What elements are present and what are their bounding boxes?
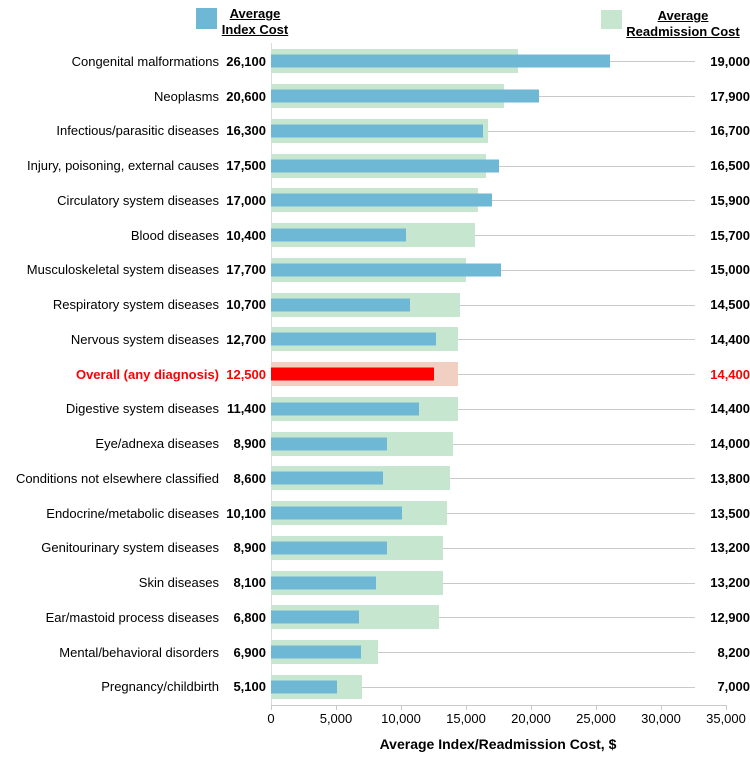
chart-row (0, 635, 750, 670)
x-tick-mark (596, 705, 597, 710)
readmission-value-label: 13,800 (710, 470, 750, 486)
category-label: Overall (any diagnosis) (75, 366, 219, 382)
category-label: Infectious/parasitic diseases (56, 123, 219, 139)
category-label: Genitourinary system diseases (41, 540, 219, 556)
chart-row (0, 531, 750, 566)
x-axis-line (271, 705, 727, 706)
row-plot-area (271, 357, 700, 392)
readmission-value-label: 8,200 (717, 644, 750, 660)
chart-row (0, 426, 750, 461)
leader-line (501, 270, 695, 271)
index-value-label: 12,500 (226, 366, 266, 382)
category-label: Congenital malformations (71, 53, 219, 69)
row-plot-area (271, 148, 700, 183)
index-bar (271, 576, 376, 589)
index-value-label: 16,300 (226, 123, 266, 139)
row-plot-area (271, 531, 700, 566)
category-label: Digestive system diseases (65, 401, 219, 417)
row-plot-area (271, 635, 700, 670)
x-tick-mark (401, 705, 402, 710)
x-tick-label: 35,000 (706, 711, 746, 726)
chart-row (0, 565, 750, 600)
leader-line (488, 131, 695, 132)
index-value-label: 8,900 (233, 540, 266, 556)
chart-row (0, 287, 750, 322)
category-label: Conditions not elsewhere classified (15, 470, 219, 486)
index-value-label: 8,100 (233, 575, 266, 591)
x-tick-mark (661, 705, 662, 710)
index-value-label: 26,100 (226, 53, 266, 69)
chart-row (0, 600, 750, 635)
row-plot-area (271, 461, 700, 496)
index-value-label: 6,900 (233, 644, 266, 660)
index-bar (271, 507, 402, 520)
leader-line (362, 687, 695, 688)
index-bar (271, 402, 419, 415)
index-value-label: 8,600 (233, 470, 266, 486)
chart-row (0, 670, 750, 705)
chart-row (0, 148, 750, 183)
row-plot-area (271, 322, 700, 357)
index-bar (271, 90, 539, 103)
leader-line (378, 652, 695, 653)
index-bar (271, 298, 410, 311)
index-bar (271, 368, 434, 381)
category-label: Circulatory system diseases (57, 192, 219, 208)
readmission-value-label: 15,700 (710, 227, 750, 243)
row-plot-area (271, 670, 700, 705)
readmission-value-label: 16,700 (710, 123, 750, 139)
chart-row (0, 253, 750, 288)
leader-line (458, 374, 695, 375)
category-label: Skin diseases (138, 575, 219, 591)
index-bar (271, 124, 483, 137)
readmission-value-label: 14,400 (710, 401, 750, 417)
index-bar (271, 611, 359, 624)
index-bar (271, 194, 492, 207)
row-plot-area (271, 392, 700, 427)
x-tick-label: 25,000 (576, 711, 616, 726)
chart-row (0, 322, 750, 357)
readmission-value-label: 14,400 (710, 366, 750, 382)
row-plot-area (271, 496, 700, 531)
category-label: Blood diseases (130, 227, 219, 243)
readmission-cost-legend-swatch (601, 10, 622, 29)
leader-line (475, 235, 695, 236)
leader-line (458, 409, 695, 410)
readmission-value-label: 14,500 (710, 297, 750, 313)
category-label: Injury, poisoning, external causes (27, 158, 219, 174)
readmission-value-label: 16,500 (710, 158, 750, 174)
x-tick-label: 10,000 (381, 711, 421, 726)
x-tick-mark (466, 705, 467, 710)
x-tick-label: 15,000 (446, 711, 486, 726)
x-tick-mark (531, 705, 532, 710)
category-label: Eye/adnexa diseases (95, 436, 219, 452)
x-axis-title: Average Index/Readmission Cost, $ (379, 736, 617, 752)
readmission-cost-legend-label: Average Readmission Cost (626, 8, 740, 39)
index-cost-legend-label: Average Index Cost (221, 6, 289, 37)
category-label: Respiratory system diseases (52, 297, 219, 313)
x-tick-mark (336, 705, 337, 710)
chart-row (0, 496, 750, 531)
index-bar (271, 55, 610, 68)
row-plot-area (271, 565, 700, 600)
leader-line (443, 548, 695, 549)
index-value-label: 5,100 (233, 679, 266, 695)
index-value-label: 17,000 (226, 192, 266, 208)
readmission-value-label: 14,400 (710, 331, 750, 347)
chart-row (0, 392, 750, 427)
leader-line (447, 513, 696, 514)
readmission-value-label: 15,000 (710, 262, 750, 278)
leader-line (453, 444, 695, 445)
leader-line (458, 339, 695, 340)
x-tick-label: 30,000 (641, 711, 681, 726)
x-tick-label: 20,000 (511, 711, 551, 726)
index-bar (271, 437, 387, 450)
row-plot-area (271, 44, 700, 79)
readmission-value-label: 14,000 (710, 436, 750, 452)
chart-row (0, 114, 750, 149)
readmission-value-label: 13,500 (710, 505, 750, 521)
index-bar (271, 159, 499, 172)
index-value-label: 20,600 (226, 88, 266, 104)
leader-line (439, 617, 695, 618)
index-value-label: 10,700 (226, 297, 266, 313)
row-plot-area (271, 114, 700, 149)
readmission-value-label: 12,900 (710, 609, 750, 625)
index-bar (271, 541, 387, 554)
row-plot-area (271, 183, 700, 218)
chart-row (0, 461, 750, 496)
chart-row (0, 79, 750, 114)
readmission-value-label: 13,200 (710, 540, 750, 556)
leader-line (492, 200, 695, 201)
chart-row (0, 183, 750, 218)
index-bar (271, 229, 406, 242)
row-plot-area (271, 218, 700, 253)
x-tick-mark (726, 705, 727, 710)
row-plot-area (271, 253, 700, 288)
leader-line (610, 61, 695, 62)
category-label: Endocrine/metabolic diseases (46, 505, 219, 521)
row-plot-area (271, 426, 700, 461)
index-bar (271, 263, 501, 276)
chart-row (0, 44, 750, 79)
category-label: Musculoskeletal system diseases (26, 262, 219, 278)
readmission-value-label: 19,000 (710, 53, 750, 69)
readmission-value-label: 17,900 (710, 88, 750, 104)
index-value-label: 6,800 (233, 609, 266, 625)
chart-row (0, 357, 750, 392)
readmission-value-label: 7,000 (717, 679, 750, 695)
x-tick-label: 5,000 (319, 711, 353, 726)
leader-line (499, 166, 696, 167)
index-value-label: 8,900 (233, 436, 266, 452)
category-label: Nervous system diseases (70, 331, 219, 347)
readmission-value-label: 15,900 (710, 192, 750, 208)
leader-line (450, 478, 695, 479)
row-plot-area (271, 287, 700, 322)
index-bar (271, 646, 361, 659)
x-tick-mark (271, 705, 272, 710)
category-label: Neoplasms (153, 88, 219, 104)
category-label: Pregnancy/childbirth (101, 679, 219, 695)
row-plot-area (271, 79, 700, 114)
index-value-label: 10,400 (226, 227, 266, 243)
x-tick-label: 0 (267, 711, 275, 726)
leader-line (443, 583, 695, 584)
category-label: Mental/behavioral disorders (59, 644, 219, 660)
index-bar (271, 680, 337, 693)
index-value-label: 12,700 (226, 331, 266, 347)
category-label: Ear/mastoid process diseases (45, 609, 219, 625)
leader-line (539, 96, 695, 97)
index-value-label: 10,100 (226, 505, 266, 521)
index-value-label: 11,400 (226, 401, 266, 417)
index-bar (271, 472, 383, 485)
readmission-value-label: 13,200 (710, 575, 750, 591)
index-value-label: 17,500 (226, 158, 266, 174)
index-value-label: 17,700 (226, 262, 266, 278)
chart-row (0, 218, 750, 253)
bar-rows (0, 44, 750, 704)
index-bar (271, 333, 436, 346)
leader-line (460, 305, 696, 306)
row-plot-area (271, 600, 700, 635)
